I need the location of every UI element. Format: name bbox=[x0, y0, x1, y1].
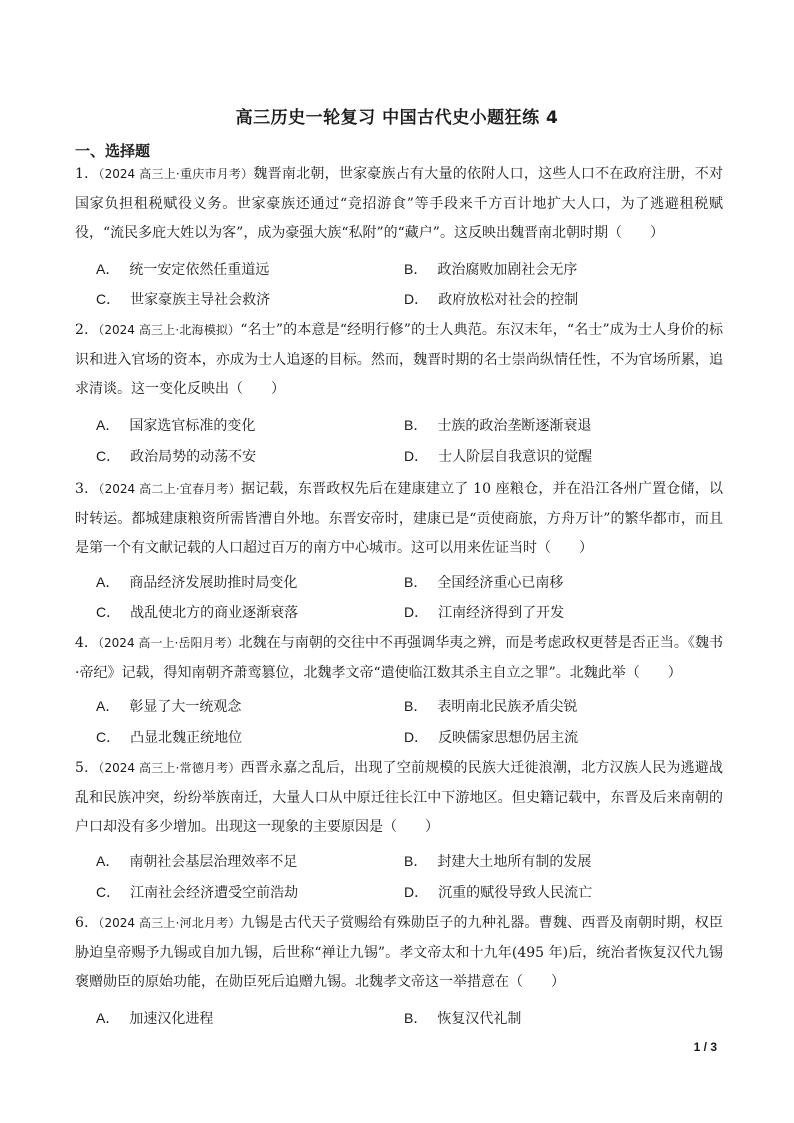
option-c[interactable]: C． 政治局势的动荡不安 bbox=[96, 448, 257, 465]
question-3 bbox=[75, 475, 723, 564]
option-text: 战乱使北方的商业逐渐衰落 bbox=[130, 605, 299, 621]
option-a[interactable]: A． 加速汉化进程 bbox=[96, 1010, 214, 1027]
option-text: 统一安定依然任重道远 bbox=[129, 262, 270, 278]
option-c[interactable]: C． 世家豪族主导社会救济 bbox=[96, 291, 271, 308]
option-text: 沉重的赋役导致人民流亡 bbox=[438, 885, 593, 901]
option-text: 反映儒家思想仍居主流 bbox=[438, 730, 579, 746]
question-6 bbox=[75, 909, 723, 998]
document-title: 高三历史一轮复习 中国古代史小题狂练 4 bbox=[235, 108, 559, 128]
option-a[interactable]: A． 统一安定依然任重道远 bbox=[96, 261, 270, 278]
option-text: 表明南北民族矛盾尖锐 bbox=[437, 699, 578, 715]
question-source: （2024 高三上·重庆市月考） bbox=[98, 167, 254, 181]
option-d[interactable]: D． 沉重的赋役导致人民流亡 bbox=[404, 884, 593, 901]
option-c[interactable]: C． 江南社会经济遭受空前浩劫 bbox=[96, 884, 299, 901]
question-1 bbox=[75, 160, 723, 249]
question-5 bbox=[75, 754, 723, 843]
question-source: （2024 高三上·常德月考） bbox=[98, 761, 241, 775]
question-source: （2024 高一上·岳阳月考） bbox=[98, 636, 239, 650]
option-c[interactable]: C． 战乱使北方的商业逐渐衰落 bbox=[96, 604, 299, 621]
option-text: 政治腐败加剧社会无序 bbox=[437, 262, 578, 278]
question-number: 1． bbox=[75, 166, 99, 182]
option-text: 加速汉化进程 bbox=[129, 1011, 214, 1027]
option-a[interactable]: A． 南朝社会基层治理效率不足 bbox=[96, 853, 298, 870]
option-b[interactable]: B． 全国经济重心已南移 bbox=[404, 574, 564, 591]
question-text: “名士”的本意是“经明行修”的士人典范。东汉末年，“名士”成为士人身价的标识和进入官场的资本，亦成为士人追逐的目标。然而，魏晋时期的名士崇尚纵情任性，不为官场所累，追求清谈。这一变化反映出（ ） bbox=[75, 322, 723, 397]
option-text: 彰显了大一统观念 bbox=[129, 699, 242, 715]
question-number: 3． bbox=[75, 481, 99, 497]
option-b[interactable]: B． 恢复汉代礼制 bbox=[404, 1010, 522, 1027]
option-text: 江南经济得到了开发 bbox=[438, 605, 565, 621]
question-text: 西晋永嘉之乱后，出现了空前规模的民族大迁徙浪潮，北方汉族人民为逃避战乱和民族冲突，纷纷举族南迁，大量人口从中原迁往长江中下游地区。但史籍记载中，东晋及后来南朝的户口却没有多少增加。出现这一现象的主要原因是（ ） bbox=[75, 760, 723, 835]
question-number: 6． bbox=[75, 915, 99, 931]
question-text: 据记载，东晋政权先后在建康建立了 10 座粮仓，并在沿江各州广置仓储，以时转运。都城建康粮资所需皆漕自外地。东晋安帝时，建康已是“贡使商旅，方舟万计”的繁华都市，而且是第一个有文献记载的人口超过百万的南方中心城市。这可以用来佐证当时（ ） bbox=[75, 481, 723, 556]
question-text: 魏晋南北朝，世家豪族占有大量的依附人口，这些人口不在政府注册，不对国家负担租税赋役义务。世家豪族还通过“竞招游食”等手段来千方百计地扩大人口，为了逃避租税赋役，“流民多庇大姓以为客”，成为豪强大族“私附”的“藏户”。这反映出魏晋南北朝时期（ ） bbox=[75, 166, 723, 241]
option-b[interactable]: B． 士族的政治垄断逐渐衰退 bbox=[404, 417, 592, 434]
question-text: 九锡是古代天子赏赐给有殊勋臣子的九种礼器。曹魏、西晋及南朝时期，权臣胁迫皇帝赐予九锡或自加九锡，后世称“禅让九锡”。孝文帝太和十九年(495 年)后，统治者恢复汉代九锡褒赠勋臣的原始功能，在勋臣死后追赠九锡。北魏孝文帝这一举措意在（ ） bbox=[75, 915, 723, 990]
option-text: 国家选官标准的变化 bbox=[129, 418, 256, 434]
question-text: 北魏在与南朝的交往中不再强调华夷之辨，而是考虑政权更替是否正当。《魏书·帝纪》记载，得知南朝齐萧鸾篡位，北魏孝文帝“遣使临江数其杀主自立之罪”。北魏此举（ ） bbox=[75, 635, 724, 681]
option-a[interactable]: A． 商品经济发展助推时局变化 bbox=[96, 574, 298, 591]
option-text: 商品经济发展助推时局变化 bbox=[129, 575, 298, 591]
option-text: 士人阶层自我意识的觉醒 bbox=[438, 449, 593, 465]
option-text: 世家豪族主导社会救济 bbox=[130, 292, 271, 308]
option-c[interactable]: C． 凸显北魏正统地位 bbox=[96, 729, 243, 746]
question-number: 5． bbox=[75, 760, 99, 776]
option-text: 南朝社会基层治理效率不足 bbox=[129, 854, 298, 870]
option-text: 封建大土地所有制的发展 bbox=[437, 854, 592, 870]
option-d[interactable]: D． 反映儒家思想仍居主流 bbox=[404, 729, 579, 746]
question-source: （2024 高二上·宜春月考） bbox=[98, 482, 241, 496]
option-a[interactable]: A． 国家选官标准的变化 bbox=[96, 417, 256, 434]
option-d[interactable]: D． 士人阶层自我意识的觉醒 bbox=[404, 448, 593, 465]
section-heading: 一、选择题 bbox=[75, 142, 151, 160]
question-4 bbox=[75, 629, 723, 688]
question-2 bbox=[75, 316, 723, 405]
question-source: （2024 高三上·北海模拟） bbox=[98, 323, 241, 337]
option-b[interactable]: B． 封建大土地所有制的发展 bbox=[404, 853, 592, 870]
question-number: 4． bbox=[75, 635, 98, 651]
option-text: 凸显北魏正统地位 bbox=[130, 730, 243, 746]
page-number: 1 / 3 bbox=[693, 1040, 717, 1054]
option-text: 全国经济重心已南移 bbox=[437, 575, 564, 591]
option-b[interactable]: B． 表明南北民族矛盾尖锐 bbox=[404, 698, 578, 715]
question-number: 2． bbox=[75, 322, 99, 338]
option-text: 政府放松对社会的控制 bbox=[438, 292, 579, 308]
option-text: 士族的政治垄断逐渐衰退 bbox=[437, 418, 592, 434]
option-b[interactable]: B． 政治腐败加剧社会无序 bbox=[404, 261, 578, 278]
option-d[interactable]: D． 政府放松对社会的控制 bbox=[404, 291, 579, 308]
question-source: （2024 高三上·河北月考） bbox=[98, 916, 241, 930]
option-text: 江南社会经济遭受空前浩劫 bbox=[130, 885, 299, 901]
option-text: 政治局势的动荡不安 bbox=[130, 449, 257, 465]
option-d[interactable]: D． 江南经济得到了开发 bbox=[404, 604, 565, 621]
option-text: 恢复汉代礼制 bbox=[437, 1011, 522, 1027]
option-a[interactable]: A． 彰显了大一统观念 bbox=[96, 698, 242, 715]
